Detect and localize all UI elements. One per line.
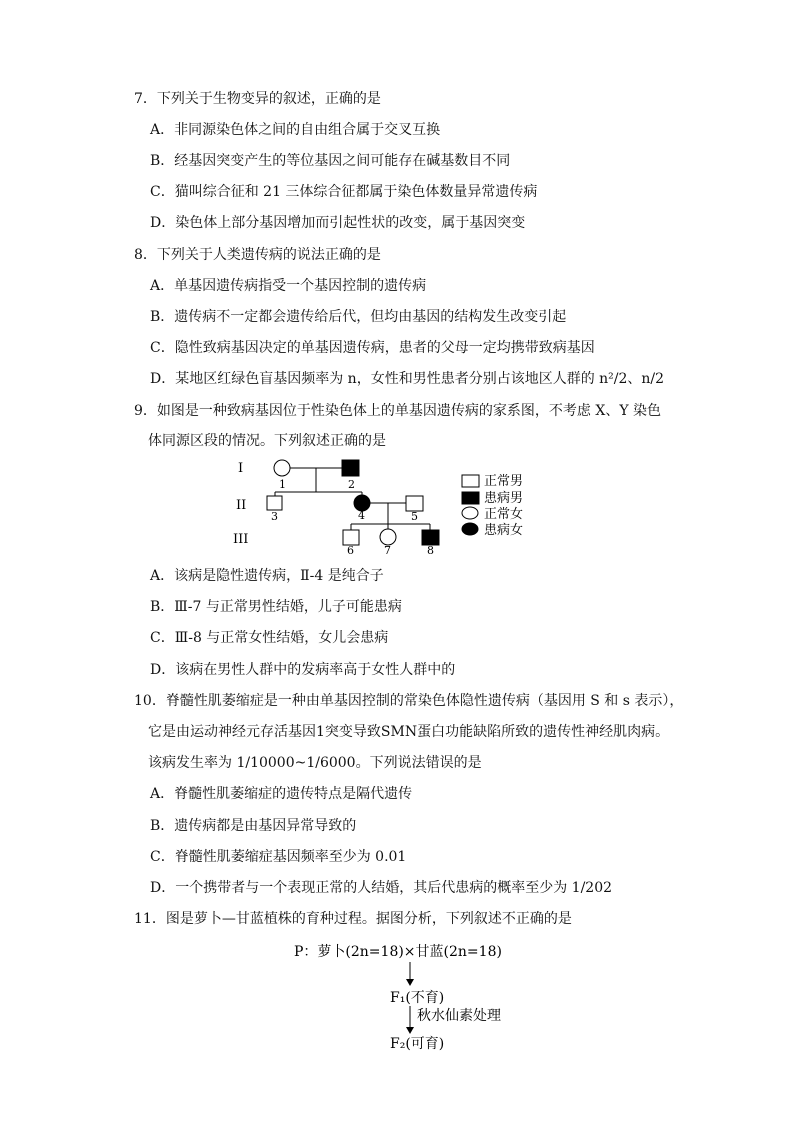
breeding-f2: F₂(可育) xyxy=(390,1036,445,1052)
legend-normal-male-icon xyxy=(462,475,479,487)
q9-option-b: B．Ⅲ-7 与正常男性结婚，儿子可能患病 xyxy=(150,599,402,615)
individual-II-3 xyxy=(267,496,282,510)
legend-normal-female-label: 正常女 xyxy=(484,507,524,522)
q8-option-c: C．隐性致病基因决定的单基因遗传病，患者的父母一定均携带致病基因 xyxy=(150,340,595,356)
individual-III-6 xyxy=(343,530,359,545)
gen-1-label: I xyxy=(238,461,244,476)
q10-stem-line1: 10．脊髓性肌萎缩症是一种由单基因控制的常染色体隐性遗传病（基因用 S 和 s 表示）， xyxy=(134,693,684,709)
q9-option-c: C．Ⅲ-8 与正常女性结婚，女儿会患病 xyxy=(150,630,389,646)
label-III-8: 8 xyxy=(427,544,434,556)
q7-option-c: C．猫叫综合征和 21 三体综合征都属于染色体数量异常遗传病 xyxy=(150,184,538,200)
q7-option-a: A．非同源染色体之间的自由组合属于交叉互换 xyxy=(150,122,441,138)
individual-I-2 xyxy=(342,460,359,476)
q9-stem-line1: 9．如图是一种致病基因位于性染色体上的单基因遗传病的家系图，不考虑 X、Y 染色 xyxy=(134,403,662,419)
q8-option-b: B．遗传病不一定都会遗传给后代，但均由基因的结构发生改变引起 xyxy=(150,309,567,325)
label-II-5: 5 xyxy=(411,510,418,523)
q8-option-a: A．单基因遗传病指受一个基因控制的遗传病 xyxy=(150,278,427,294)
q7-option-d: D．染色体上部分基因增加而引起性状的改变，属于基因突变 xyxy=(150,215,526,231)
arrowhead-2-icon xyxy=(406,1027,414,1034)
individual-III-7 xyxy=(380,529,396,545)
q9-option-d: D．该病在男性人群中的发病率高于女性人群中的 xyxy=(150,662,456,678)
arrowhead-1-icon xyxy=(406,979,414,986)
q7-stem: 7．下列关于生物变异的叙述，正确的是 xyxy=(134,91,381,107)
legend-affected-female-icon xyxy=(462,523,478,535)
q9-stem-line2: 体同源区段的情况。下列叙述正确的是 xyxy=(148,433,386,449)
label-III-7: 7 xyxy=(384,544,391,556)
individual-III-8 xyxy=(422,530,439,545)
q8-option-d: D．某地区红绿色盲基因频率为 n，女性和男性患者分别占该地区人群的 n²/2、n/2 xyxy=(150,371,665,387)
breeding-treatment: 秋水仙素处理 xyxy=(417,1008,501,1024)
legend-affected-female-label: 患病女 xyxy=(484,523,524,538)
q8-stem: 8．下列关于人类遗传病的说法正确的是 xyxy=(134,247,381,263)
breeding-diagram xyxy=(290,938,530,1058)
legend-normal-female-icon xyxy=(462,507,478,519)
breeding-parent-line: P：萝卜(2n=18)×甘蓝(2n=18) xyxy=(294,944,502,960)
q10-option-c: C．脊髓性肌萎缩症基因频率至少为 0.01 xyxy=(150,849,407,865)
individual-II-5 xyxy=(406,496,423,511)
pedigree-chart xyxy=(228,456,568,556)
gen-3-label: III xyxy=(233,532,249,547)
label-II-3: 3 xyxy=(271,510,278,523)
breeding-f1: F₁(不育) xyxy=(390,990,445,1006)
q11-stem: 11．图是萝卜—甘蓝植株的育种过程。据图分析，下列叙述不正确的是 xyxy=(134,911,572,927)
q10-option-a: A．脊髓性肌萎缩症的遗传特点是隔代遗传 xyxy=(150,786,413,802)
legend-normal-male-label: 正常男 xyxy=(484,474,524,489)
q10-option-d: D．一个携带者与一个表现正常的人结婚，其后代患病的概率至少为 1/202 xyxy=(150,880,613,896)
individual-I-1 xyxy=(274,460,290,476)
legend-affected-male-icon xyxy=(462,492,479,504)
label-I-2: 2 xyxy=(348,478,355,491)
q10-option-b: B．遗传病都是由基因异常导致的 xyxy=(150,818,357,834)
label-III-6: 6 xyxy=(347,544,354,556)
q10-stem-line2: 它是由运动神经元存活基因1突变导致SMN蛋白功能缺陷所致的遗传性神经肌肉病。 xyxy=(148,724,670,740)
q10-stem-line3: 该病发生率为 1/10000~1/6000。下列说法错误的是 xyxy=(148,755,482,771)
q9-option-a: A．该病是隐性遗传病，Ⅱ-4 是纯合子 xyxy=(150,568,384,584)
legend-affected-male-label: 患病男 xyxy=(484,491,524,506)
label-I-1: 1 xyxy=(279,478,286,491)
q7-option-b: B．经基因突变产生的等位基因之间可能存在碱基数目不同 xyxy=(150,153,511,169)
gen-2-label: II xyxy=(236,498,247,513)
label-II-4: 4 xyxy=(358,509,365,522)
